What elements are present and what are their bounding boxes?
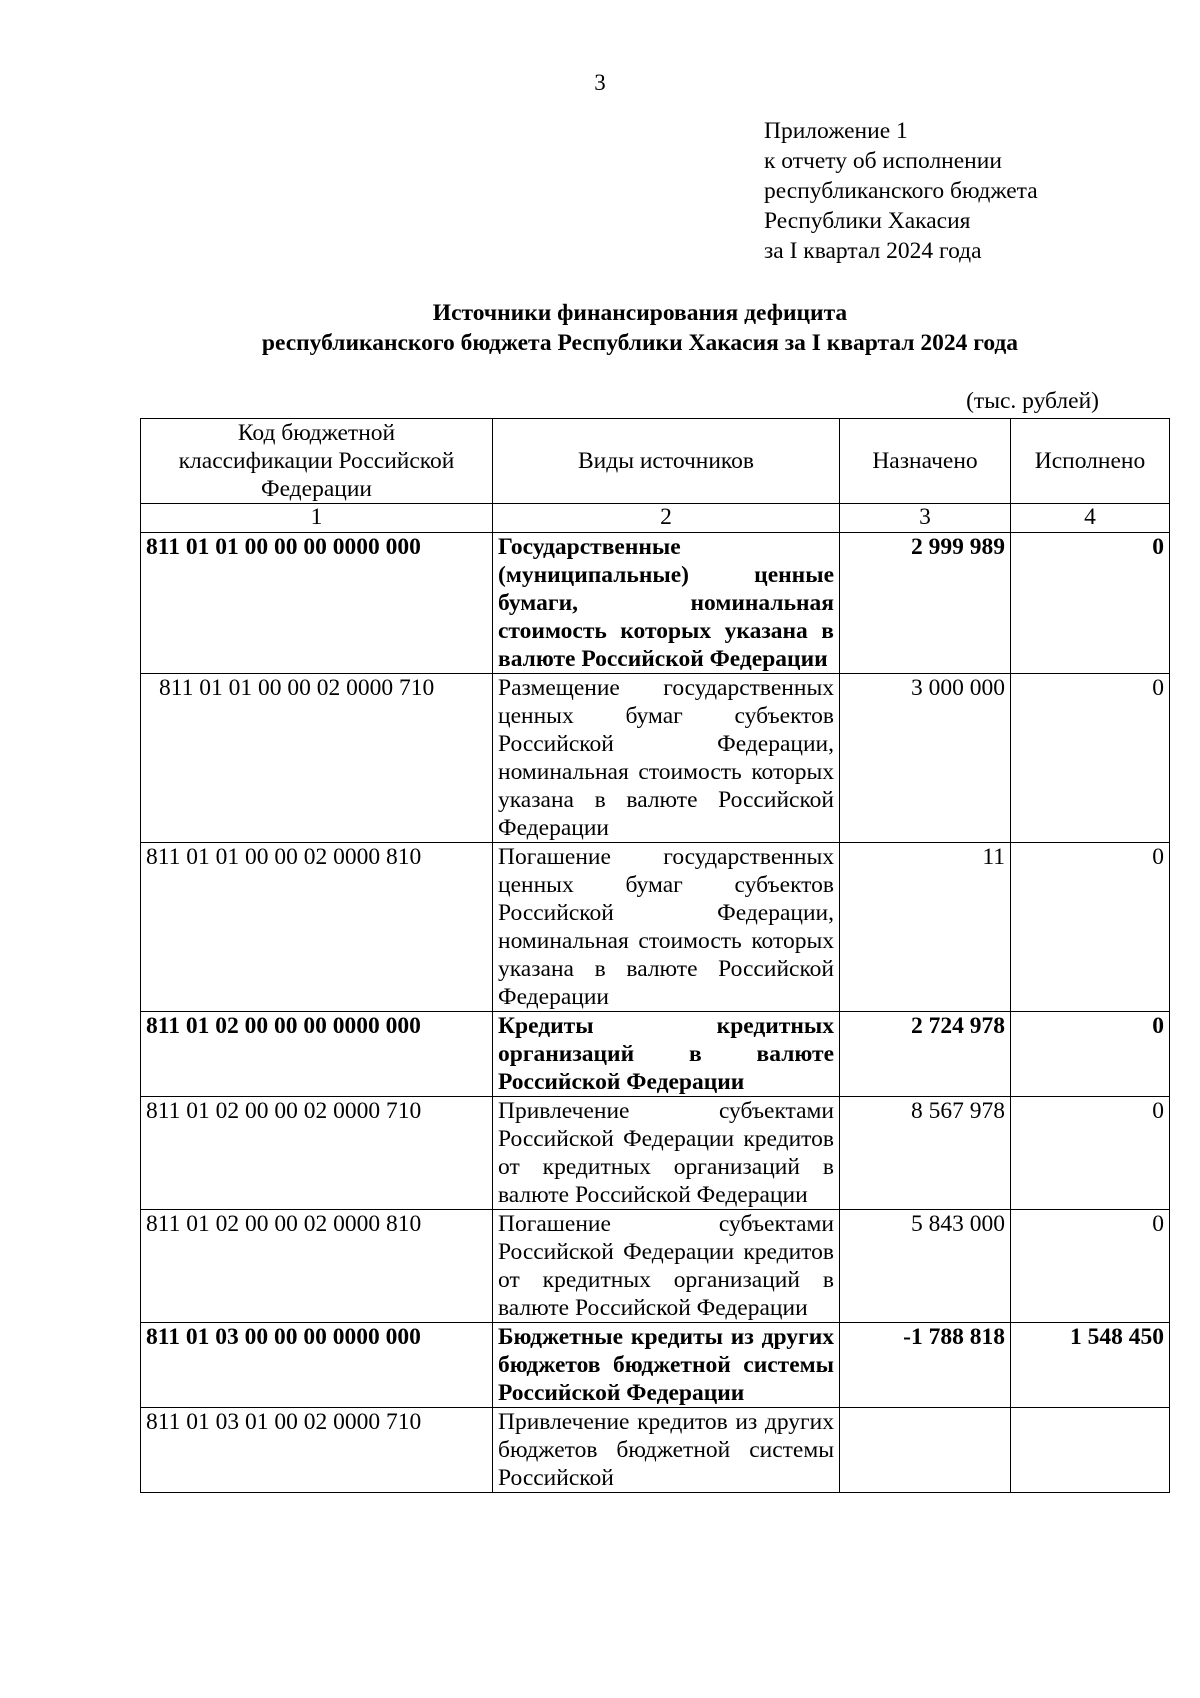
appendix-line: республиканского бюджета (764, 178, 1038, 204)
table-row (141, 1012, 1170, 1097)
column-number: 3 (840, 504, 1011, 533)
sources-table (140, 418, 1170, 1493)
header-executed: Исполнено (1011, 419, 1170, 504)
table-row (141, 1323, 1170, 1408)
executed-value: 1 548 450 (1011, 1323, 1170, 1408)
planned-value: 11 (840, 843, 1011, 1012)
units-note: (тыс. рублей) (966, 388, 1099, 414)
planned-value: 5 843 000 (840, 1210, 1011, 1323)
header-planned: Назначено (840, 419, 1011, 504)
column-number-row (141, 504, 1170, 533)
executed-value (1011, 1408, 1170, 1493)
header-kind: Виды источников (493, 419, 840, 504)
appendix-line: Республики Хакасия (764, 208, 971, 234)
budget-code: 811 01 01 00 00 02 0000 710 (141, 674, 493, 843)
source-name: Погашение государственных ценных бумаг субъектов Российской Федерации, номинальная стоимость которых указана в валюте Российской Федерации (493, 843, 840, 1012)
source-name: Размещение государственных ценных бумаг субъектов Российской Федерации, номинальная стоимость которых указана в валюте Российской Федерации (493, 674, 840, 843)
table-row (141, 1408, 1170, 1493)
budget-code: 811 01 03 01 00 02 0000 710 (141, 1408, 493, 1493)
appendix-line: к отчету об исполнении (764, 148, 1002, 174)
appendix-line: Приложение 1 (764, 118, 908, 144)
header-code: Код бюджетной классификации Российской Федерации (141, 419, 493, 504)
budget-code: 811 01 02 00 00 00 0000 000 (141, 1012, 493, 1097)
source-name: Кредиты кредитных организаций в валюте Российской Федерации (493, 1012, 840, 1097)
executed-value: 0 (1011, 843, 1170, 1012)
column-number: 2 (493, 504, 840, 533)
column-number: 4 (1011, 504, 1170, 533)
executed-value: 0 (1011, 674, 1170, 843)
planned-value: 3 000 000 (840, 674, 1011, 843)
budget-code: 811 01 02 00 00 02 0000 710 (141, 1097, 493, 1210)
planned-value (840, 1408, 1011, 1493)
header-row (141, 419, 1170, 504)
title-line-2: республиканского бюджета Республики Хакасия за I квартал 2024 года (261, 330, 1019, 356)
planned-value: 2 999 989 (840, 533, 1011, 674)
column-number: 1 (141, 504, 493, 533)
executed-value: 0 (1011, 1097, 1170, 1210)
table-row (141, 1210, 1170, 1323)
executed-value: 0 (1011, 533, 1170, 674)
source-name: Бюджетные кредиты из других бюджетов бюджетной системы Российской Федерации (493, 1323, 840, 1408)
source-name: Погашение субъектами Российской Федерации кредитов от кредитных организаций в валюте Российской Федерации (493, 1210, 840, 1323)
planned-value: 8 567 978 (840, 1097, 1011, 1210)
budget-code: 811 01 03 00 00 00 0000 000 (141, 1323, 493, 1408)
budget-code: 811 01 01 00 00 00 0000 000 (141, 533, 493, 674)
table-row (141, 674, 1170, 843)
planned-value: -1 788 818 (840, 1323, 1011, 1408)
budget-code: 811 01 02 00 00 02 0000 810 (141, 1210, 493, 1323)
executed-value: 0 (1011, 1210, 1170, 1323)
executed-value: 0 (1011, 1012, 1170, 1097)
title-line-1: Источники финансирования дефицита (432, 300, 848, 326)
table-row (141, 533, 1170, 674)
page-number: 3 (594, 70, 606, 95)
source-name: Привлечение кредитов из других бюджетов бюджетной системы Российской (493, 1408, 840, 1493)
table-row (141, 843, 1170, 1012)
document-title (140, 298, 1140, 358)
source-name: Государственные (муниципальные) ценные бумаги, номинальная стоимость которых указана в валюте Российской Федерации (493, 533, 840, 674)
planned-value: 2 724 978 (840, 1012, 1011, 1097)
table-row (141, 1097, 1170, 1210)
appendix-line: за I квартал 2024 года (764, 238, 982, 264)
budget-code: 811 01 01 00 00 02 0000 810 (141, 843, 493, 1012)
source-name: Привлечение субъектами Российской Федерации кредитов от кредитных организаций в валюте Российской Федерации (493, 1097, 840, 1210)
appendix-note (764, 116, 1038, 266)
